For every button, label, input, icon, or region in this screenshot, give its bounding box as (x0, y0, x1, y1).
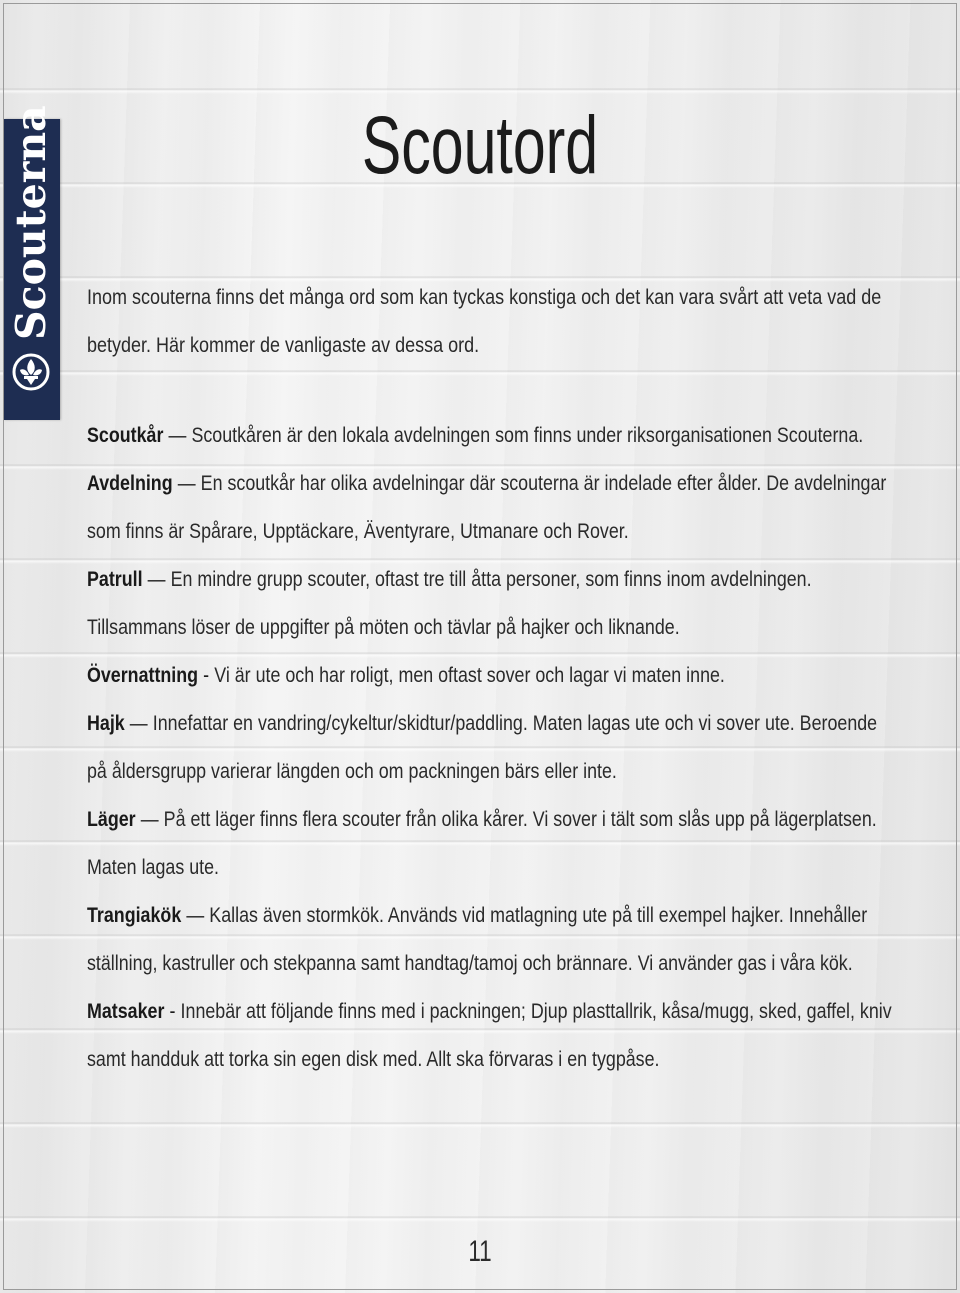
glossary-separator: — (168, 424, 187, 447)
glossary-definition: Kallas även stormkök. Används vid matlagning ute på till exempel hajker. Innehåller ställning, kastruller och stekpanna samt handtag/tamoj och brännare. Vi använder gas i våra kök. (87, 904, 868, 975)
scout-emblem-icon (9, 350, 53, 394)
glossary-term: Avdelning (87, 472, 173, 495)
glossary-entry-matsaker (87, 988, 895, 1084)
glossary-separator: — (140, 808, 159, 831)
glossary-definition: Scoutkåren är den lokala avdelningen som finns under riksorganisationen Scouterna. (191, 424, 864, 447)
glossary-term: Läger (87, 808, 136, 831)
glossary-entry-overnattning (87, 652, 895, 700)
glossary-separator: - (203, 664, 210, 687)
glossary-entry-scoutkar (87, 412, 895, 460)
glossary-separator: - (169, 1000, 176, 1023)
glossary-entry-trangiakok (87, 892, 895, 988)
glossary-list (87, 412, 895, 1084)
glossary-entry-lager (87, 796, 895, 892)
glossary-term: Hajk (87, 712, 125, 735)
glossary-definition: Innefattar en vandring/cykeltur/skidtur/paddling. Maten lagas ute och vi sover ute. Beroende på åldersgrupp varierar längden och om packningen bärs eller inte. (87, 712, 878, 783)
glossary-separator: — (186, 904, 205, 927)
glossary-definition: Vi är ute och har roligt, men oftast sover och lagar vi maten inne. (214, 664, 725, 687)
glossary-definition: En mindre grupp scouter, oftast tre till åtta personer, som finns inom avdelningen. Tillsammans löser de uppgifter på möten och tävlar på hajker och liknande. (87, 568, 812, 639)
brand-logo-wordmark: Scouterna (7, 105, 55, 340)
page-title: Scoutord (361, 100, 599, 191)
glossary-entry-patrull (87, 556, 895, 652)
glossary-term: Patrull (87, 568, 143, 591)
page-number: 11 (468, 1235, 492, 1268)
glossary-entry-hajk (87, 700, 895, 796)
glossary-term: Scoutkår (87, 424, 164, 447)
intro-paragraph: Inom scouterna finns det många ord som kan tyckas konstiga och det kan vara svårt att veta vad de betyder. Här kommer de vanligaste av dessa ord. (87, 286, 882, 357)
glossary-definition: Innebär att följande finns med i packningen; Djup plasttallrik, kåsa/mugg, sked, gaffel, kniv samt handduk att torka sin egen disk med. Allt ska förvaras i en tygpåse. (87, 1000, 892, 1071)
glossary-definition: På ett läger finns flera scouter från olika kårer. Vi sover i tält som slås upp på lägerplatsen. Maten lagas ute. (87, 808, 877, 879)
glossary-separator: — (147, 568, 166, 591)
glossary-term: Trangiakök (87, 904, 182, 927)
glossary-entry-avdelning (87, 460, 895, 556)
glossary-definition: En scoutkår har olika avdelningar där scouterna är indelade efter ålder. De avdelningar som finns är Spårare, Upptäckare, Äventyrare, Utmanare och Rover. (87, 472, 887, 543)
glossary-term: Matsaker (87, 1000, 165, 1023)
glossary-separator: — (129, 712, 148, 735)
glossary-term: Övernattning (87, 664, 199, 687)
glossary-separator: — (177, 472, 196, 495)
